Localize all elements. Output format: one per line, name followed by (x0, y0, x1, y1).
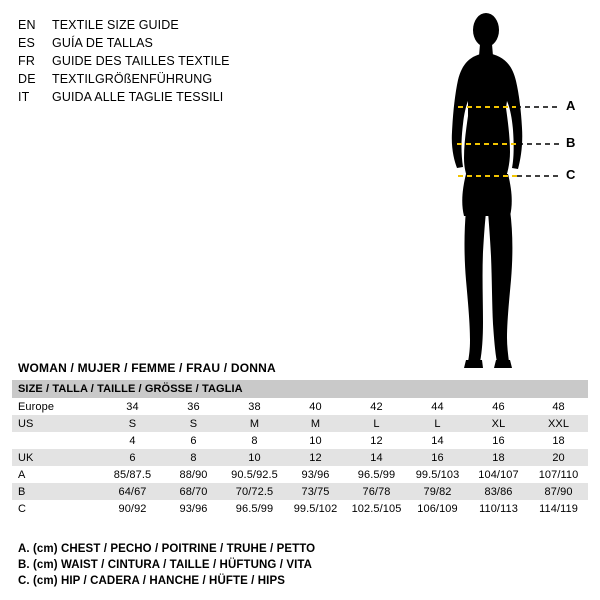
cell: 64/67 (102, 483, 163, 500)
cell: 83/86 (468, 483, 529, 500)
cell: 16 (407, 449, 468, 466)
cell: 93/96 (285, 466, 346, 483)
cell: 8 (224, 432, 285, 449)
cell: 38 (224, 398, 285, 415)
cell: L (346, 415, 407, 432)
cell: XXL (529, 415, 588, 432)
table-row (12, 449, 588, 466)
cell: 4 (102, 432, 163, 449)
cell: 104/107 (468, 466, 529, 483)
cell: 68/70 (163, 483, 224, 500)
cell: 70/72.5 (224, 483, 285, 500)
cell: S (102, 415, 163, 432)
woman-silhouette-icon (452, 13, 561, 368)
cell: 99.5/102 (285, 500, 346, 517)
cell: 10 (224, 449, 285, 466)
cell: 73/75 (285, 483, 346, 500)
language-text: GUIDA ALLE TAGLIE TESSILI (52, 90, 224, 104)
size-table-wrapper (12, 380, 588, 517)
cell: 44 (407, 398, 468, 415)
cell: 114/119 (529, 500, 588, 517)
language-row-fr (18, 52, 318, 70)
cell: M (224, 415, 285, 432)
cell: 40 (285, 398, 346, 415)
table-row (12, 398, 588, 415)
cell: XL (468, 415, 529, 432)
language-text: TEXTILGRÖßENFÜHRUNG (52, 72, 213, 86)
table-row (12, 432, 588, 449)
cell: 48 (529, 398, 588, 415)
language-text: GUIDE DES TAILLES TEXTILE (52, 54, 230, 68)
language-row-de (18, 70, 318, 88)
cell: 102.5/105 (346, 500, 407, 517)
language-text: TEXTILE SIZE GUIDE (52, 18, 179, 32)
row-label: UK (12, 449, 102, 466)
cell: 85/87.5 (102, 466, 163, 483)
language-row-it (18, 88, 318, 106)
cell: 34 (102, 398, 163, 415)
legend-line-a: A. (cm) CHEST / PECHO / POITRINE / TRUHE / PETTO (18, 543, 316, 555)
cell: 90.5/92.5 (224, 466, 285, 483)
cell: 96.5/99 (346, 466, 407, 483)
language-text: GUÍA DE TALLAS (52, 36, 153, 50)
legend-line-c: C. (cm) HIP / CADERA / HANCHE / HÜFTE / HIPS (18, 575, 286, 587)
language-code: EN (18, 18, 36, 32)
section-title: WOMAN / MUJER / FEMME / FRAU / DONNA (18, 361, 276, 375)
marker-label-b: B (566, 135, 576, 150)
language-code: ES (18, 36, 36, 50)
language-code: IT (18, 90, 30, 104)
cell: 6 (163, 432, 224, 449)
size-table (12, 380, 588, 517)
cell: M (285, 415, 346, 432)
table-header-label: SIZE / TALLA / TAILLE / GRÖSSE / TAGLIA (12, 380, 588, 398)
row-label: Europe (12, 398, 102, 415)
cell: 93/96 (163, 500, 224, 517)
cell: 14 (346, 449, 407, 466)
language-row-en (18, 16, 318, 34)
cell: 18 (529, 432, 588, 449)
cell: 18 (468, 449, 529, 466)
cell: 79/82 (407, 483, 468, 500)
cell: 96.5/99 (224, 500, 285, 517)
cell: 110/113 (468, 500, 529, 517)
row-label: C (12, 500, 102, 517)
row-label: A (12, 466, 102, 483)
cell: 90/92 (102, 500, 163, 517)
cell: 12 (285, 449, 346, 466)
cell: 10 (285, 432, 346, 449)
row-label: B (12, 483, 102, 500)
row-label: US (12, 415, 102, 432)
cell: 20 (529, 449, 588, 466)
row-label (12, 432, 102, 449)
cell: 42 (346, 398, 407, 415)
table-row (12, 500, 588, 517)
cell: 46 (468, 398, 529, 415)
language-code: DE (18, 72, 36, 86)
language-row-es (18, 34, 318, 52)
table-row (12, 466, 588, 483)
cell: 99.5/103 (407, 466, 468, 483)
cell: 6 (102, 449, 163, 466)
cell: L (407, 415, 468, 432)
table-row (12, 415, 588, 432)
cell: 8 (163, 449, 224, 466)
cell: 36 (163, 398, 224, 415)
language-code: FR (18, 54, 36, 68)
body-figure (400, 8, 600, 378)
cell: 16 (468, 432, 529, 449)
legend-line-b: B. (cm) WAIST / CINTURA / TAILLE / HÜFTUNG / VITA (18, 559, 313, 571)
cell: 76/78 (346, 483, 407, 500)
marker-label-a: A (566, 98, 576, 113)
cell: S (163, 415, 224, 432)
table-header-row (12, 380, 588, 398)
marker-label-c: C (566, 167, 576, 182)
cell: 87/90 (529, 483, 588, 500)
cell: 14 (407, 432, 468, 449)
legend (18, 541, 578, 589)
cell: 106/109 (407, 500, 468, 517)
language-list (18, 16, 318, 106)
table-row (12, 483, 588, 500)
cell: 12 (346, 432, 407, 449)
cell: 107/110 (529, 466, 588, 483)
cell: 88/90 (163, 466, 224, 483)
